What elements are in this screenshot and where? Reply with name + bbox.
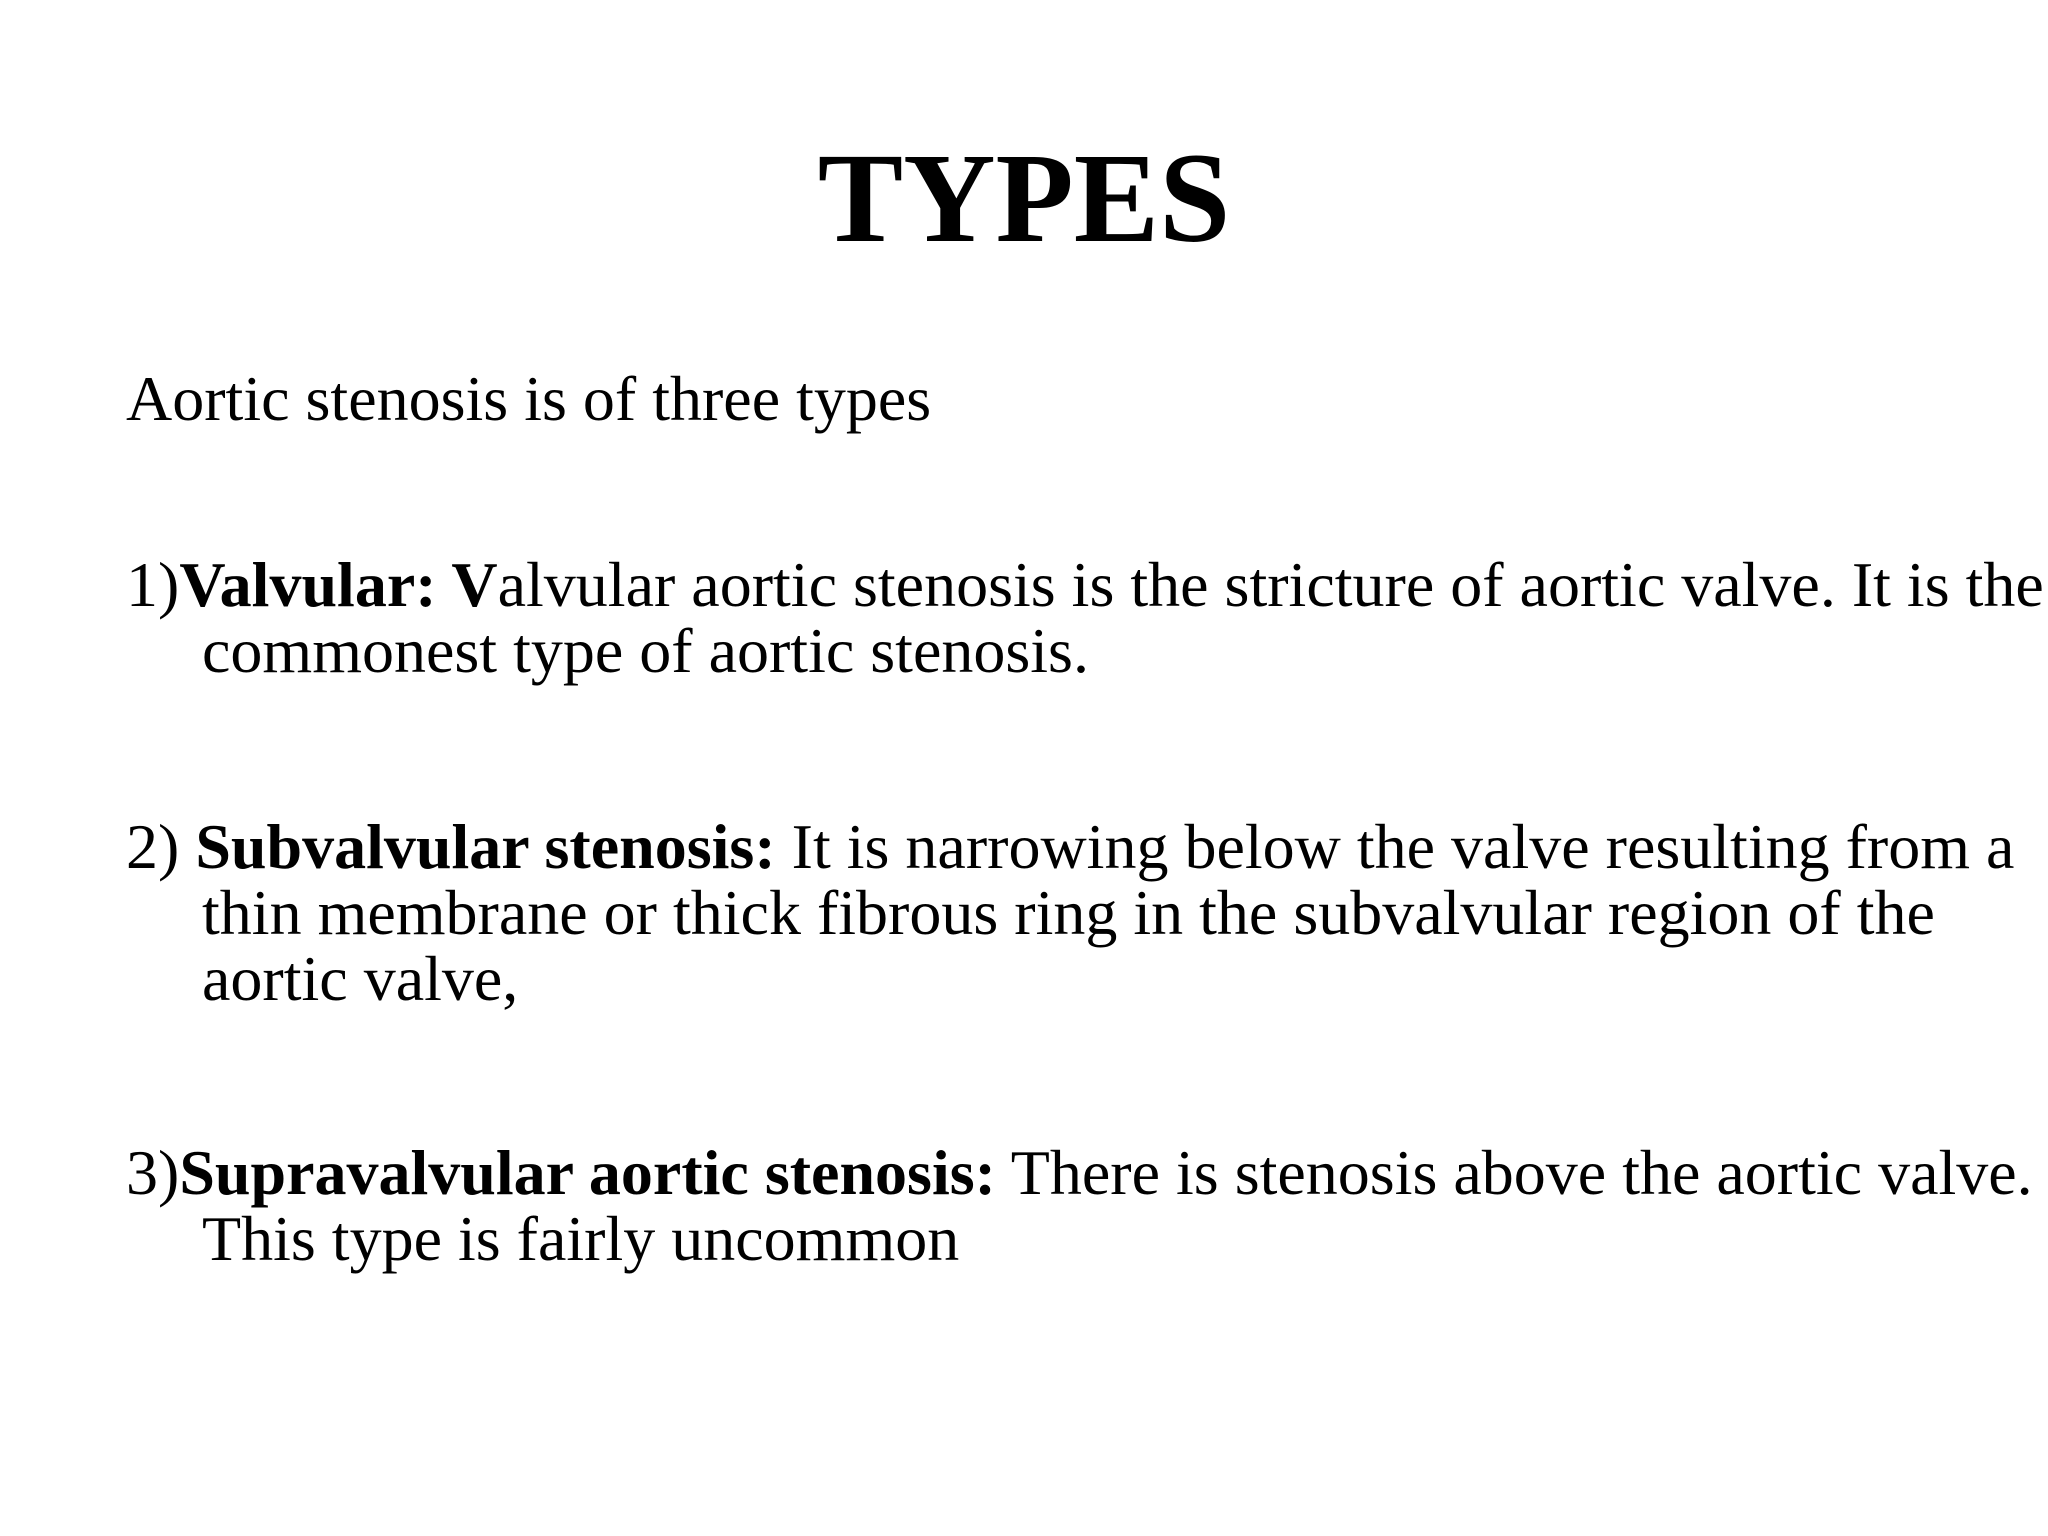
item-lead-letter: V xyxy=(436,549,498,620)
list-item-supravalvular xyxy=(126,1137,2048,1274)
item-term: Supravalvular aortic stenosis: xyxy=(179,1137,996,1208)
item-term: Subvalvular stenosis: xyxy=(195,811,776,882)
item-number: 1) xyxy=(126,549,180,620)
item-term: Valvular: xyxy=(179,549,437,620)
item-number: 3) xyxy=(126,1137,180,1208)
item-description: alvular aortic stenosis is the stricture of aortic valve. It is the commonest type of aortic stenosis. xyxy=(202,549,2044,686)
intro-text: Aortic stenosis is of three types xyxy=(126,363,932,434)
item-description: There is stenosis above the aortic valve. This type is fairly uncommon xyxy=(202,1137,2033,1274)
list-item-subvalvular xyxy=(126,811,2048,1014)
list-item-valvular xyxy=(126,549,2048,686)
item-description: It is narrowing below the valve resulting from a thin membrane or thick fibrous ring in the subvalvular region of the aortic valve, xyxy=(202,811,2015,1014)
slide-title: TYPES xyxy=(817,127,1231,269)
item-number: 2) xyxy=(126,811,196,882)
